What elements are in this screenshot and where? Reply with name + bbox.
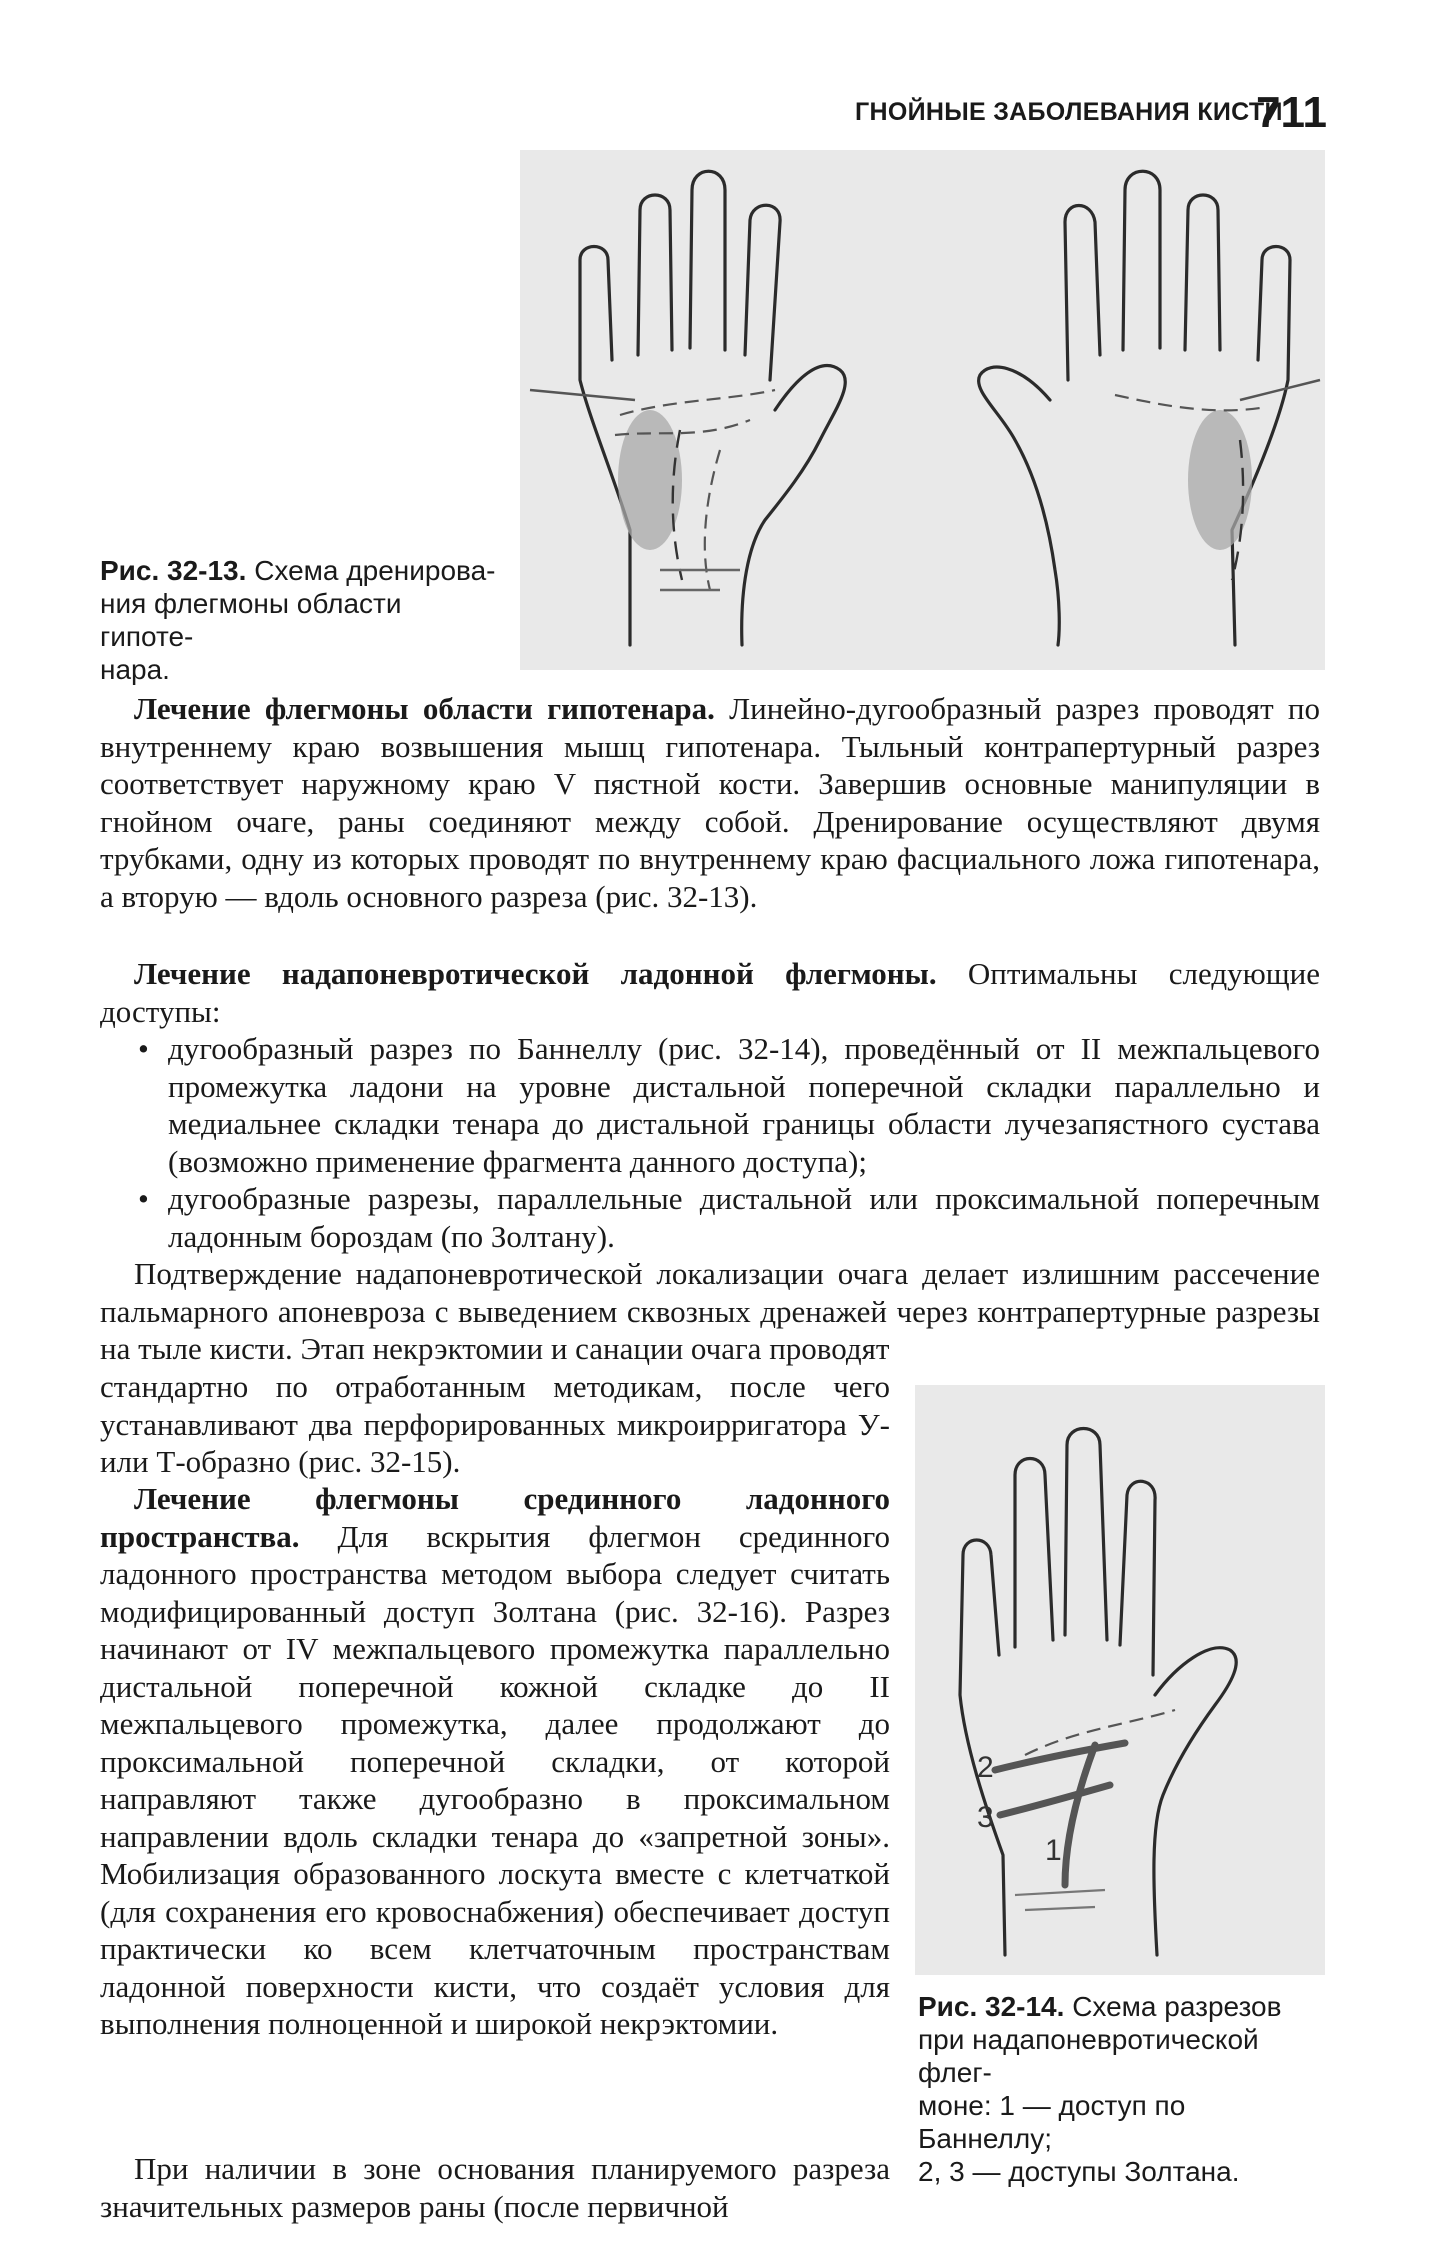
page-number: 711 [1256,88,1327,137]
section-heading: Лечение флегмоны срединного ладонного пространства. [100,1481,890,1554]
hand-outline [960,1429,1236,1956]
caption-line: моне: 1 — доступ по Баннеллу; [918,2090,1186,2154]
paragraph-text: Оптимальны следующие доступы: [100,956,1320,1029]
wrist-lines [660,570,740,590]
figure-label: Рис. 32-14. [918,1991,1065,2022]
marker-2: 2 [977,1751,994,1784]
list-item: • дугообразные разрезы, параллельные дистальной или проксимальной поперечным ладонным бороздам (по Золтану). [134,1180,1320,1255]
paragraph-text: При наличии в зоне основания планируемого разреза значительных размеров раны (после первичной [100,2151,890,2224]
abscess-area [618,410,682,550]
hand-drawing-hypothenar [520,150,1325,670]
paragraph-hypothenar [100,690,1320,915]
paragraph-text: стандартно по отработанным методикам, после чего устанавливают два перфорированных микроирригатора У- или Т-образно (рис. 32-15). [100,1369,890,1479]
paragraph-text: Подтверждение надапоневротической локализации очага делает излишним рассечение пальмарного апоневроза с выведением сквозных дренажей через контрапертурные разрезы на тыле кисти. Этап некрэктомии и санации очага проводят [100,1256,1320,1366]
paragraph-text: Линейно-дугообразный разрез проводят по внутреннему краю возвышения мышц гипотенара. Тыльный контрапертурный разрез соответствует наружному краю V пястной кости. Завершив основные манипуляции в гнойном очаге, раны соединяют между собой. Дренирование осуществляют двумя трубками, одну из которых проводят по внутреннему краю фасциального ложа гипотенара, а вторую — вдоль основного разреза (рис. 32-13). [100,691,1320,914]
caption-line: Схема дренирова- [254,555,496,586]
paragraph-supraaponeurotic [100,955,1320,1255]
left-hand-outline [580,171,845,645]
paragraph-wound [100,2150,890,2225]
figure-32-13-caption [100,554,500,686]
incision-2 [995,1743,1125,1770]
figure-32-13 [520,150,1325,670]
paragraph-confirmation [100,1255,1320,1368]
caption-line: 2, 3 — доступы Золтана. [918,2156,1240,2187]
marker-1: 1 [1045,1834,1062,1867]
caption-line: ния флегмоны области гипоте- [100,588,402,652]
right-hand-outline [979,171,1290,645]
dorsal-crease [1115,395,1260,410]
drain-tube-dorsal [1240,380,1320,400]
marker-3: 3 [977,1801,994,1834]
distal-crease [620,390,775,415]
section-heading: Лечение флегмоны области гипотенара. [134,691,715,726]
caption-line: Схема разрезов [1072,1991,1282,2022]
incision-3 [1000,1785,1110,1815]
paragraph-midpalmar [100,1480,890,2043]
figure-32-14 [915,1385,1325,1975]
figure-32-14-caption [918,1990,1323,2188]
caption-line: при надапоневротической флег- [918,2024,1259,2088]
wrist-creases [1015,1890,1105,1910]
list-item: • дугообразный разрез по Баннеллу (рис. 32-14), проведённый от II межпальцевого промежутка ладони на уровне дистальной поперечной складки параллельно и медиальнее складки тенара до дистальной границы области лучезапястного сустава (возможно применение фрагмента данного доступа); [134,1030,1320,1180]
caption-line: нара. [100,654,170,685]
hand-drawing-incisions [915,1385,1325,1975]
paragraph-text: Для вскрытия флегмон срединного ладонного пространства методом выбора следует считать модифицированный доступ Золтана (рис. 32-16). Разрез начинают от IV межпальцевого промежутка параллельно дистальной поперечной кожной складке до II межпальцевого промежутка, далее продолжают до проксимальной поперечной складки, от которой направляют также дугообразно в проксимальном направлении вдоль складки тенара до «запретной зоны». Мобилизация образованного лоскута вместе с клетчаткой (для сохранения его кровоснабжения) обеспечивает доступ практически ко всем клетчаточным пространствам ладонной поверхности кисти, что создаёт условия для выполнения полноценной и широкой некрэктомии. [100,1518,890,2041]
incision-1 [1065,1745,1095,1885]
figure-label: Рис. 32-13. [100,555,247,586]
running-header: ГНОЙНЫЕ ЗАБОЛЕВАНИЯ КИСТИ [855,98,1283,126]
paragraph-confirmation-cont [100,1368,890,1481]
section-heading: Лечение надапоневротической ладонной флегмоны. [134,956,937,991]
